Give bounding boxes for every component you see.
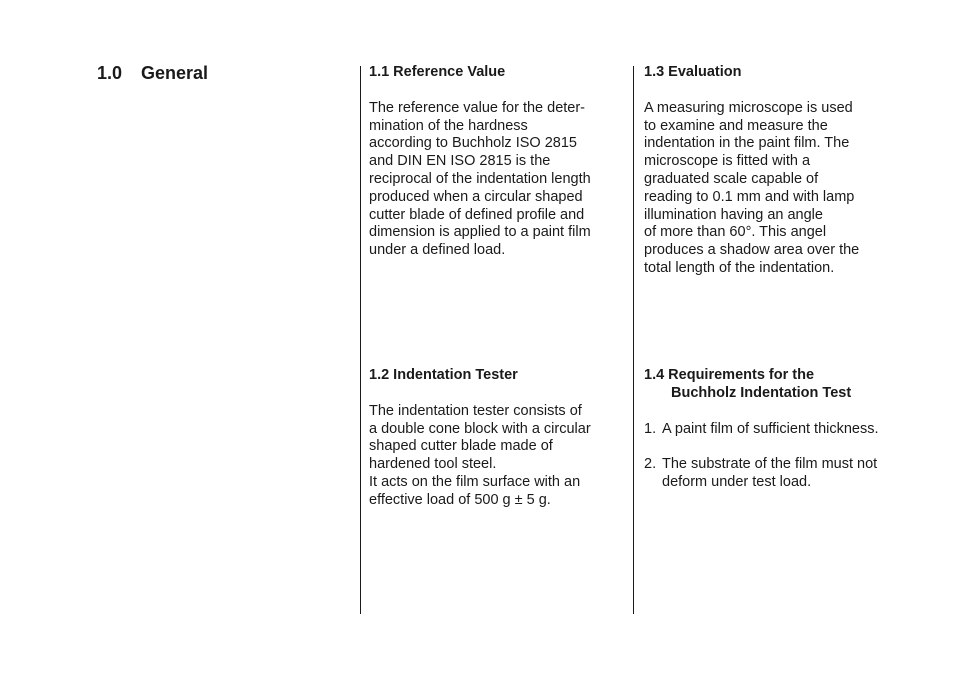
section-indentation-tester <box>369 367 591 510</box>
section-heading: 1.4 Requirements for the Buchholz Indentation Test <box>644 367 852 401</box>
list-item-text: deform under test load. <box>662 473 812 490</box>
list-item-text: A paint film of sufficient thickness. <box>662 420 879 437</box>
body-line: indentation in the paint film. The <box>644 135 850 152</box>
section-heading: 1.1 Reference Value <box>369 64 506 80</box>
body-line: illumination having an angle <box>644 206 823 223</box>
column-divider-left <box>360 66 361 614</box>
list-marker: 2. <box>644 456 657 473</box>
body-line: microscope is fitted with a <box>644 153 811 170</box>
page-title <box>97 63 208 84</box>
body-line: produces a shadow area over the <box>644 242 860 259</box>
body-line: dimension is applied to a paint film <box>369 224 591 241</box>
body-line: graduated scale capable of <box>644 170 819 187</box>
body-line: reciprocal of the indentation length <box>369 170 591 187</box>
body-line: of more than 60°. This angel <box>644 224 827 241</box>
column-divider-right <box>633 66 634 614</box>
list-item <box>644 456 879 492</box>
section-reference-value <box>369 64 591 260</box>
section-title: General <box>141 63 209 83</box>
requirements-list <box>644 421 879 492</box>
list-marker: 1. <box>644 420 657 437</box>
list-item <box>644 421 879 439</box>
body-line: It acts on the film surface with an <box>369 473 581 490</box>
list-item-text: The substrate of the film must not <box>662 456 878 473</box>
section-heading: 1.3 Evaluation <box>644 64 742 80</box>
body-line: The indentation tester consists of <box>369 402 582 419</box>
section-evaluation <box>644 64 859 278</box>
section-body <box>644 100 859 278</box>
section-heading: 1.2 Indentation Tester <box>369 367 518 383</box>
section-body <box>369 100 591 260</box>
body-line: hardened tool steel. <box>369 456 497 473</box>
body-line: a double cone block with a circular <box>369 420 591 437</box>
body-line: under a defined load. <box>369 242 506 259</box>
body-line: effective load of 500 g ± 5 g. <box>369 491 551 508</box>
body-line: A measuring microscope is used <box>644 99 853 116</box>
body-line: The reference value for the deter- <box>369 99 586 116</box>
section-requirements <box>644 367 879 510</box>
body-line: mination of the hardness <box>369 117 528 134</box>
body-line: cutter blade of defined profile and <box>369 206 585 223</box>
body-line: and DIN EN ISO 2815 is the <box>369 153 551 170</box>
body-line: to examine and measure the <box>644 117 828 134</box>
body-line: shaped cutter blade made of <box>369 438 553 455</box>
section-body <box>369 403 591 510</box>
section-number: 1.0 <box>97 63 123 83</box>
body-line: according to Buchholz ISO 2815 <box>369 135 577 152</box>
body-line: produced when a circular shaped <box>369 188 583 205</box>
body-line: total length of the indentation. <box>644 259 835 276</box>
body-line: reading to 0.1 mm and with lamp <box>644 188 855 205</box>
